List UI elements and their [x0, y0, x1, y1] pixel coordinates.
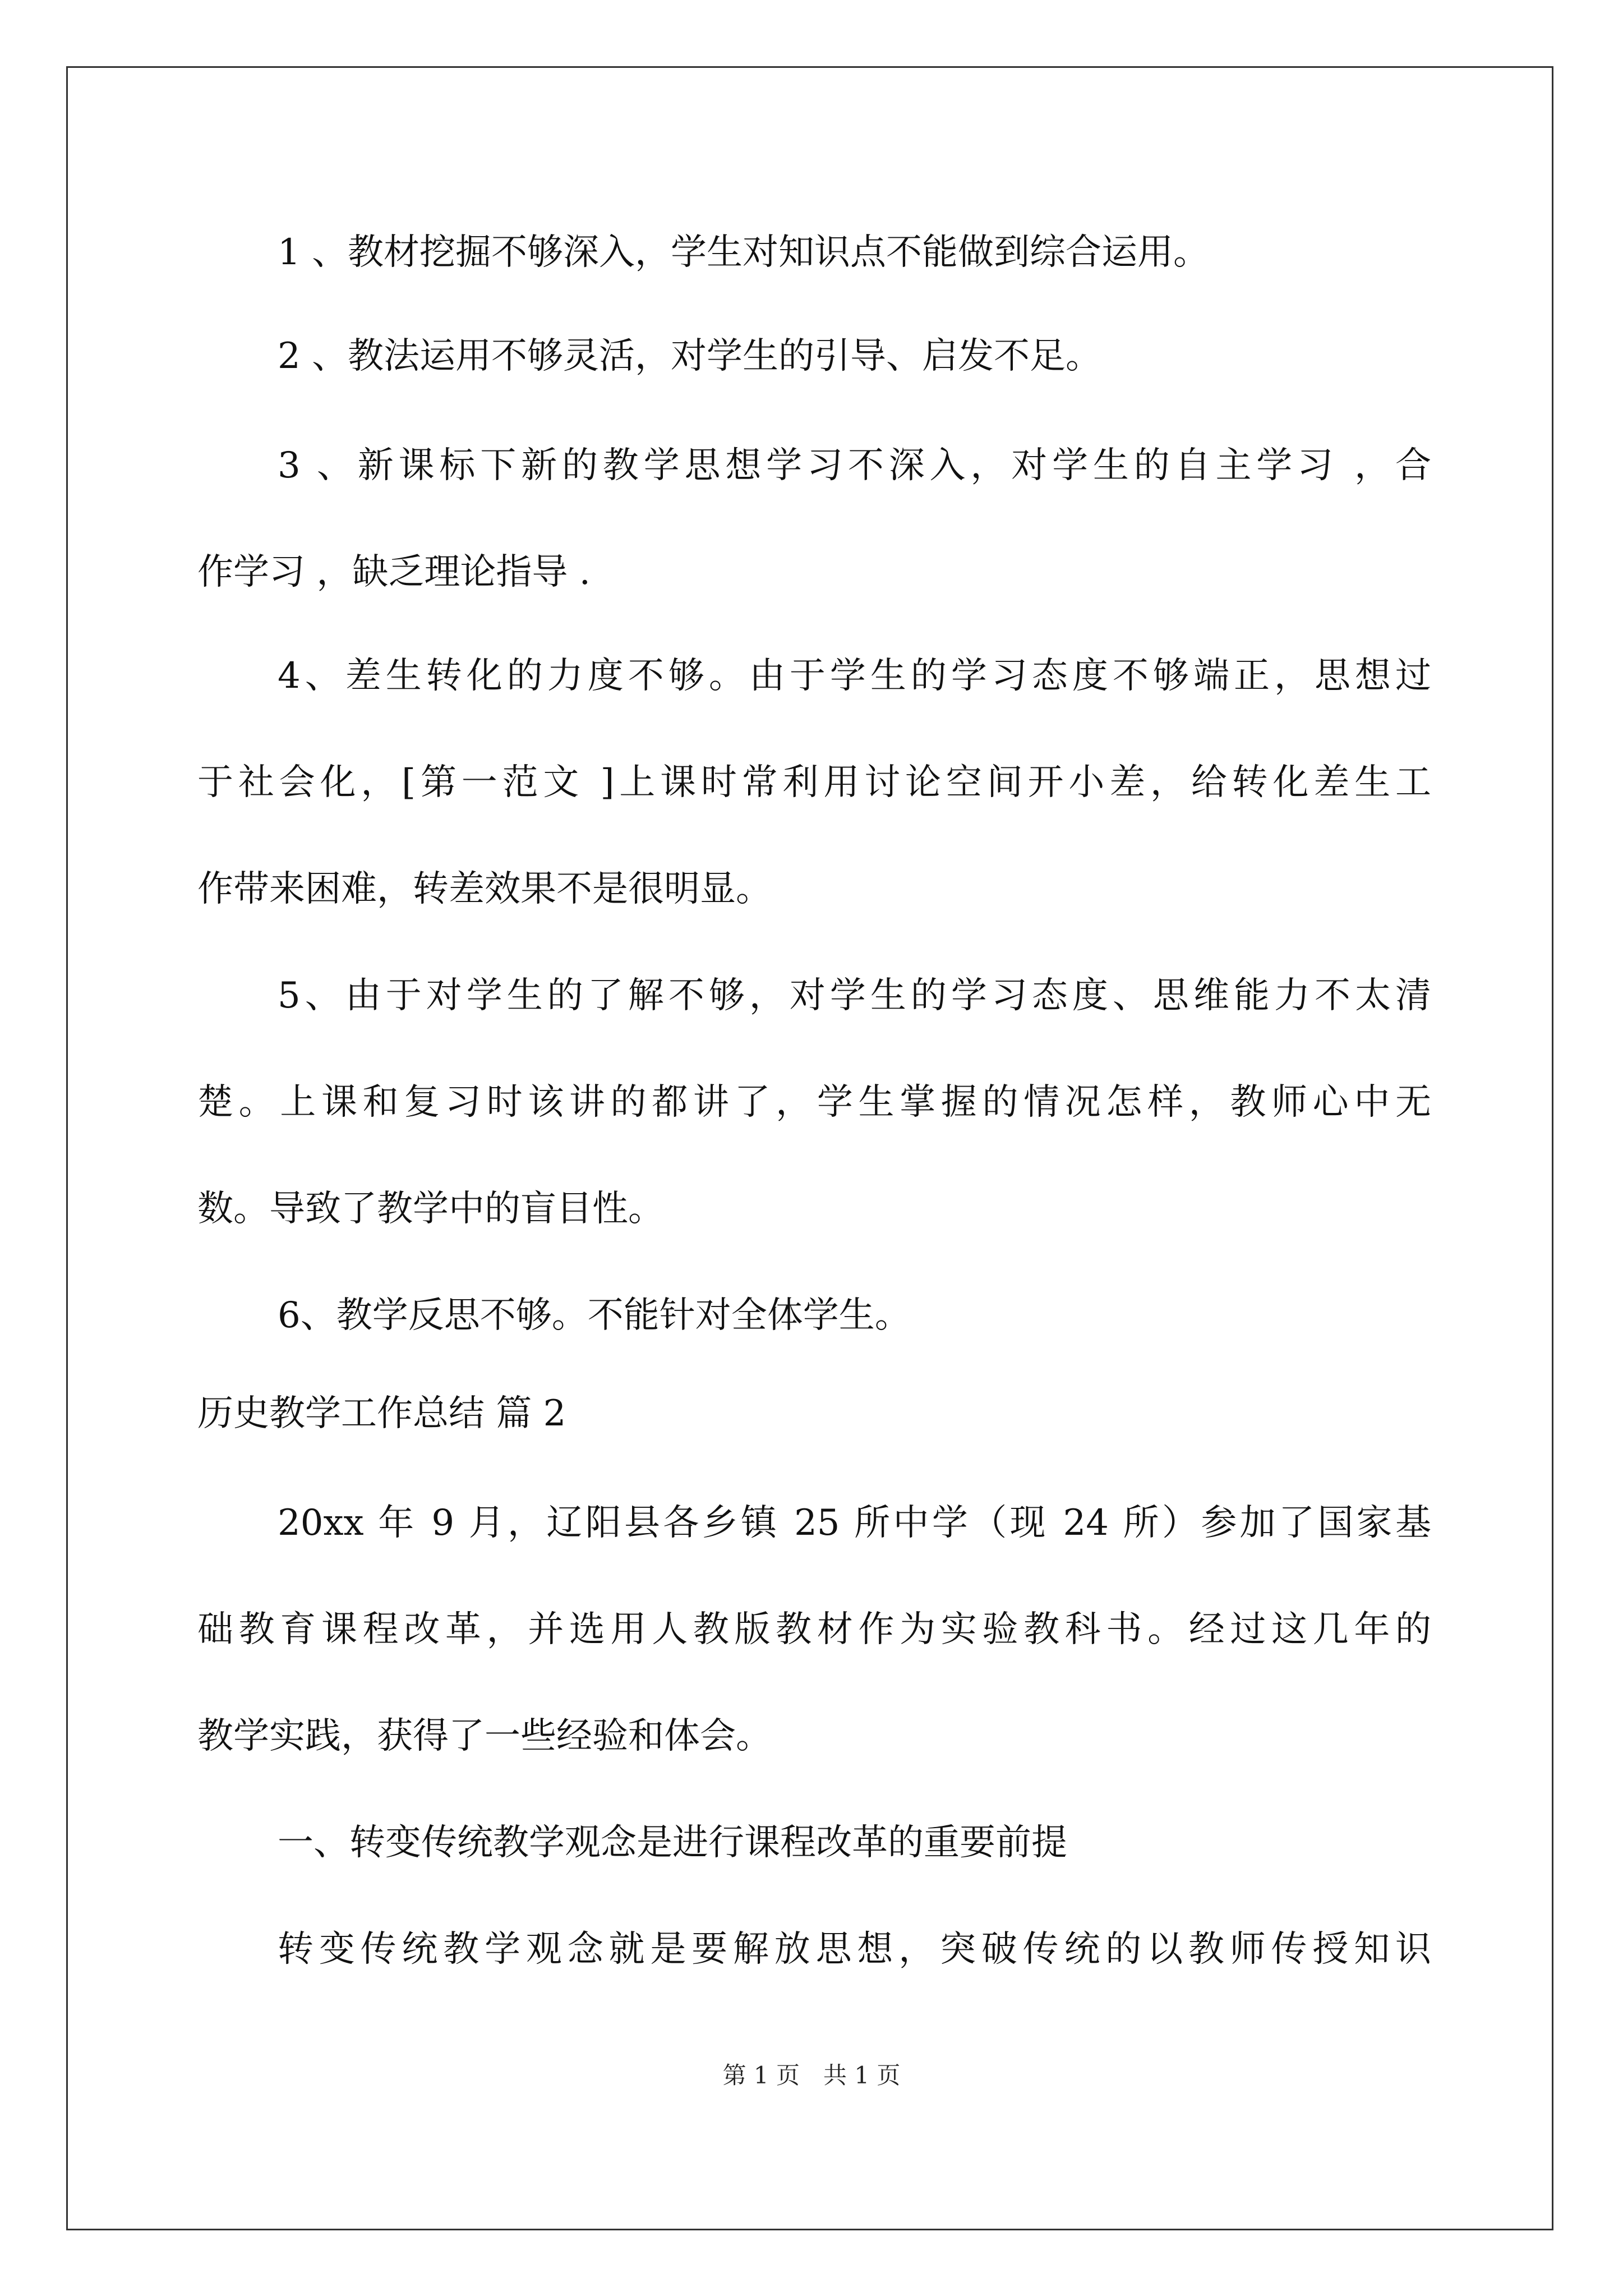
paragraph-line: 数。导致了教学中的盲目性。 — [197, 1188, 664, 1230]
paragraph-line: 20xx 年 9 月，辽阳县各乡镇 25 所中学（现 24 所）参加了国家基 — [278, 1502, 1431, 1544]
paragraph-line: 1 、教材挖掘不够深入，学生对知识点不能做到综合运用。 — [278, 232, 1210, 273]
paragraph-line: 4、差生转化的力度不够。由于学生的学习态度不够端正，思想过 — [278, 655, 1431, 697]
paragraph-line: 教学实践，获得了一些经验和体会。 — [197, 1715, 772, 1757]
paragraph-line: 楚。上课和复习时该讲的都讲了，学生掌握的情况怎样，教师心中无 — [197, 1082, 1431, 1123]
paragraph-line: 础教育课程改革，并选用人教版教材作为实验教科书。经过这几年的 — [197, 1609, 1431, 1650]
paragraph-line: 2 、教法运用不够灵活，对学生的引导、启发不足。 — [278, 335, 1102, 377]
paragraph-line: 3 、新课标下新的教学思想学习不深入，对学生的自主学习 ，合 — [278, 445, 1431, 486]
paragraph-line: 6、教学反思不够。不能针对全体学生。 — [278, 1295, 911, 1336]
paragraph-line: 5、由于对学生的了解不够，对学生的学习态度、思维能力不太清 — [278, 975, 1431, 1016]
paragraph-line: 于社会化，[第一范文 ]上课时常利用讨论空间开小差，给转化差生工 — [197, 762, 1431, 803]
paragraph-line: 一、转变传统教学观念是进行课程改革的重要前提 — [278, 1822, 1067, 1864]
page-border — [66, 66, 1553, 2230]
page-footer: 第 1 页 共 1 页 — [722, 2062, 901, 2089]
paragraph-line: 作带来困难，转差效果不是很明显。 — [197, 868, 772, 910]
paragraph-line: 转变传统教学观念就是要解放思想，突破传统的以教师传授知识 — [278, 1929, 1431, 1970]
section-heading: 历史教学工作总结 篇 2 — [197, 1393, 566, 1434]
paragraph-line: 作学习 ，缺乏理论指导 . — [197, 551, 591, 593]
